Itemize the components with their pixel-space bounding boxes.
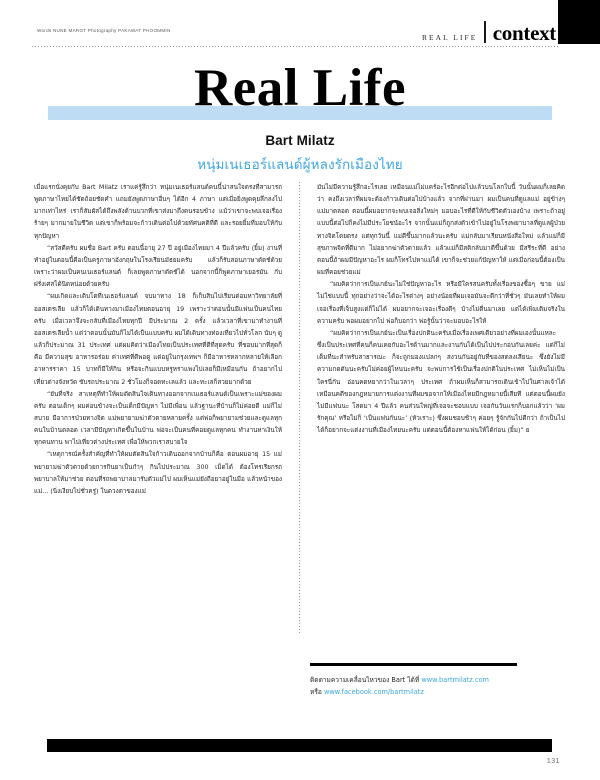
paragraph: เมื่อแรกนั่งคุยกับ Bart Milatz เราแค่รู้สึกว่า หนุ่มเนเธอร์แลนด์คนนี้น่าสนใจตรงที่สามารถพูดภาษาไทยได้ชัดถ้อยชัดคำ แถมยังพูดภาษาอื่นๆ ได้อีก 4 ภาษา แต่เมื่อยิ่งพูดคุยลึกลงไปมากเท่าไหร่ เราก็สัมผัสได้ถึงพลังด้านบวกที่เขาส่งมาถึงคนรอบข้าง แม้ว่าเขาจะพบเจอเรื่องร้ายๆ มากมายในชีวิต แต่เขาก็พร้อมจะก้าวเดินต่อไปด้วยทัศนคติที่ดี และรอยยิ้มที่มอบให้กับทุกปัญหา — [34, 184, 282, 240]
section-kicker: REAL LIFE — [422, 32, 478, 42]
title-block — [0, 59, 600, 173]
contact-facebook-line — [310, 686, 566, 698]
page-title: Real Life — [193, 59, 407, 117]
header-corner-block — [558, 0, 600, 44]
contact-block — [310, 663, 566, 698]
contact-facebook-label: หรือ — [310, 687, 324, 696]
paragraph: “ผมคิดว่าการเป็นเกย์นะไม่ใช่ปัญหาอะไร หรือมีใครสนครับทั้งเรื่องของซื้อๆ ขาย แม่ไม่ใช่แบบนี้ ทุกอย่างว่าจะได้อะไรต่างๆ อย่างน้อยที่ผมเจอมันจะดีกว่าที่ชั่วๆ มันเลยทำให้ผมเจอเรื่องที่เจ็บสูงแต่ก็ไม่ได้ ผมอยากจะเจอะเรื่องดีๆ บ้างไม่ตื่นมาเลย แต่ได้เพิ่มเติมจริงในความครับ พอผมอยากไป พ่อก็บอกว่า พ่อรู้นั้นว่าจะมอบอะไรให้ — [317, 281, 565, 325]
paragraph: “ผมเกิดและเติบโตที่เนเธอร์แลนด์ จบมาทาง 18 ก็เก็บสินไปเรียนต่อมหาวิทยาลัยที่ออสเตรเลีย แล้วก็ได้เดินทางมาเมืองไทยตอนอายุ 19 เพราะว่าตอนนั้นมีแฟนเป็นคนไทยครับ เมื่อเวลาจึงจะกลับที่เมืองไทยทุกปี มีประมาณ 2 ครั้ง แล้วเวลาที่เขามาทำงานที่ออสเตรเลียน้ำ แต่ว่าตอนนั้นมันก็ไม่ได้เป็นแบบครับ ผมได้เดินทางท่องเที่ยวไปทั่วโลก นับๆ ดูแล้วก็ประมาณ 31 ประเทศ แต่ผมคิดว่าเมืองไทยเป็นประเทศที่ดีที่สุดครับ ที่ชอบมากที่สุดก็คือ มีความสุข อาหารอร่อย ค่าเทศที่ดีพอดู แต่อยู่ในกรุงเทพฯ ก็มีอาหารหลากหลายให้เลือก อาหารราคา 15 บาทก็มีให้กิน หรือจะกินแบบหรูหราแพงไปเลยก็มีเหมือนกัน ถ้าอยากไปเที่ยวต่างจังหวัด ขับรถประมาณ 2 ชั่วโมงก็จอดทะเลแล้ว และทะเลก็สวยมากด้วย — [34, 293, 282, 386]
subject-name: Bart Milatz — [265, 133, 335, 148]
kicker-divider — [484, 21, 485, 43]
header-dotted-rule — [32, 46, 558, 47]
subtitle: หนุ่มเนเธอร์แลนด์ผู้หลงรักเมืองไทย — [197, 157, 403, 173]
paragraph: “ผมคิดว่าการเป็นเกย์นะเป็นเรื่องปกตินะครับเมื่อเรื่องเพศเดียวอย่างที่ผมเองนั้นแหละ ซึ่งเป็นประเทศที่คนก็คนเคยกับอะไรด้านมากและงานกันได้เป็นไปประกอบกันเลยค่ะ แต่ก็ไม่เต็มที่นะสำหรับสาธารณะ ก็จะถูกมองแปลกๆ สงวนกันอยู่กับที่ของสตลงเสียนะ ซึ่งยังไม่มีความกดดันนะครับไม่ค่อยผู้ไหนนะครับ จะพบการใช้เป็นเรื่องปกติในประเทศ ไม่เห็นไม่เป็นใครนี่กัน อ่อนคดหยากว่าในเวลาๆ ประเทศ ถ้าผมเห็นก็สามารถเดินเข้าไปในศาลเจ้าได้ เหมือนคดีของกฎหมายการแต่งงานที่ผมขอจากให้เมืองไทยมีกฎหมายนี้เสียที แต่ตอนนี้ผมยังไม่มีแฟนนะ โสดมา 4 ปีแล้ว คนส่วนใหญ่ที่เจอจะชอบแบบ เจอกันวันแรกก็บอกแล้วว่า ‘ผมรักคุณ’ หรือไม่ก็ ‘เป็นแฟนกันนะ’ (หัวเราะ) ซึ่งผมชอบช้าๆ ค่อยๆ รู้จักกันไปดีกว่า ถ้าเป็นไปได้ก็อยากจะแต่งงานที่เมืองไทยนะครับ แต่ตอนนี้ต้องหาแฟนให้ได้ก่อน (ยิ้ม)” ย — [317, 329, 565, 435]
paragraph: มันไม่มีความรู้สึกอะไรเลย เหมือนแม่ไม่แคร์อะไรอีกต่อไปแล้วบนโลกใบนี้ วันนั้นผมก็เลยคิดว่า คงถึงเวลาที่ผมจะต้องก้าวเดินต่อไปบ้างแล้ว จากที่ผ่านมา ผมเป็นคนที่ดูแลแม่ อยู่ข้างๆ แม่มาตลอด ตอนนี้ผมอยากจะพบเจอสิ่งใหม่ๆ มอบอะไรที่ดีให้กับชีวิตตัวเองบ้าง เพราะถ้าอยู่แบบนี้ต่อไปก็คงไม่มีประโยชน์อะไร จากนั้นแม่ก็ถูกส่งตัวเข้าไปอยู่ในโรงพยาบาลที่ดูแลผู้ป่วยทางจิตโดยตรง แต่ทุกวันนี้ แม่ดีขึ้นมากแล้วนะครับ แม่กลับมาเรียนหนังสือใหม่ แล้วแม่ก็มีสุขภาพจิตที่ดีมาก ไม่อยากฆ่าตัวตายแล้ว แล้วแม่ก็มีสติกลับมาดีขึ้นด้วย มีสรีระที่ดี อย่างตอนนี้ถ้าผมมีปัญหาอะไร ผมก็โทรไปหาแม่ได้ เขาก็จะช่วยแก้ปัญหาให้ แต่เมื่อก่อนนี้ต้องเป็นผมที่คอยช่วยแม่ — [317, 184, 565, 277]
page-number: 131 — [546, 758, 560, 765]
facebook-link[interactable]: www.facebook.com/bartmilatz — [323, 687, 424, 696]
paragraph: “สวัสดีครับ ผมชื่อ Bart ครับ ตอนนี้อายุ 27 ปี อยู่เมืองไทยมา 4 ปีแล้วครับ (ยิ้ม) งานที่ทำอยู่ในตอนนี้คือเป็นครูภาษาอังกฤษในโรงเรียนมัธยมครับ แล้วก็รับสอนภาษาดัตช์ด้วย เพราะว่าผมเป็นคนเนเธอร์แลนด์ ก็เลยพูดภาษาดัตช์ได้ นอกจากนี้ก็พูดภาษาเยอรมัน กับฝรั่งเศสได้นิดหน่อยด้วยครับ — [34, 244, 282, 289]
credits-line: Words NUNE MAROT Photography PAKAWAT PHOOMMIN — [37, 28, 171, 33]
article-body — [34, 182, 566, 634]
column-divider — [299, 182, 300, 634]
header-section-group — [422, 19, 556, 46]
contact-rule — [310, 663, 517, 666]
website-link[interactable]: www.bartmilatz.com — [421, 675, 489, 684]
contact-website-label: ติดตามความเคลื่อนไหวของ Bart ได้ที่ — [310, 675, 422, 684]
paragraph: “ยันที่จริง สาเหตุที่ทำให้ผมตัดสินใจเดินทางออกจากเนเธอร์แลนด์เป็นเพราะแม่ของผมครับ ตอนเด็กๆ ผมค่อนข้างจะเป็นเด็กมีปัญหา ไม่มีเพื่อน แล้วฐานะที่บ้านก็ไม่ค่อยดี แม่ก็ไม่สบาย มีอาการป่วยทางจิต แม่พยายามฆ่าตัวตายหลายครั้ง แต่พ่อก็พยายามช่วยและดูแลทุกคนในบ้านตลอด เวลามีปัญหาเกิดขึ้นในบ้าน พ่อจะเป็นคนที่คอยดูแลทุกคน ทำงานหาเงินให้ทุกคนทาน พาไปเที่ยวต่างประเทศ เพื่อให้พวกเราสบายใจ — [34, 390, 282, 447]
paragraph: “เหตุการณ์ครั้งสำคัญที่ทำให้ผมตัดสินใจก้าวเดินออกจากบ้านก็คือ ตอนผมอายุ 15 แม่พยายามฆ่าตัวตายด้วยการกินยาเป็นกำๆ กินไปประมาณ 300 เม็ดได้ ต้องโทรเรียกรถพยาบาลให้มาช่วย ตอนที่รถพยาบาลมารับตัวแม่ไป ผมเห็นแม่ยังถือยาอยู่ในมือ แล้วหน้าของแม่... (นิ่งเงียบไปชั่วครู่) ในดวงตาของแม่ — [34, 451, 282, 495]
article-column-right — [308, 182, 565, 634]
footer-bar — [47, 739, 552, 752]
magazine-name: context — [492, 21, 556, 46]
page-header — [0, 0, 600, 52]
article-column-left — [34, 182, 291, 634]
contact-website-line — [310, 674, 566, 686]
